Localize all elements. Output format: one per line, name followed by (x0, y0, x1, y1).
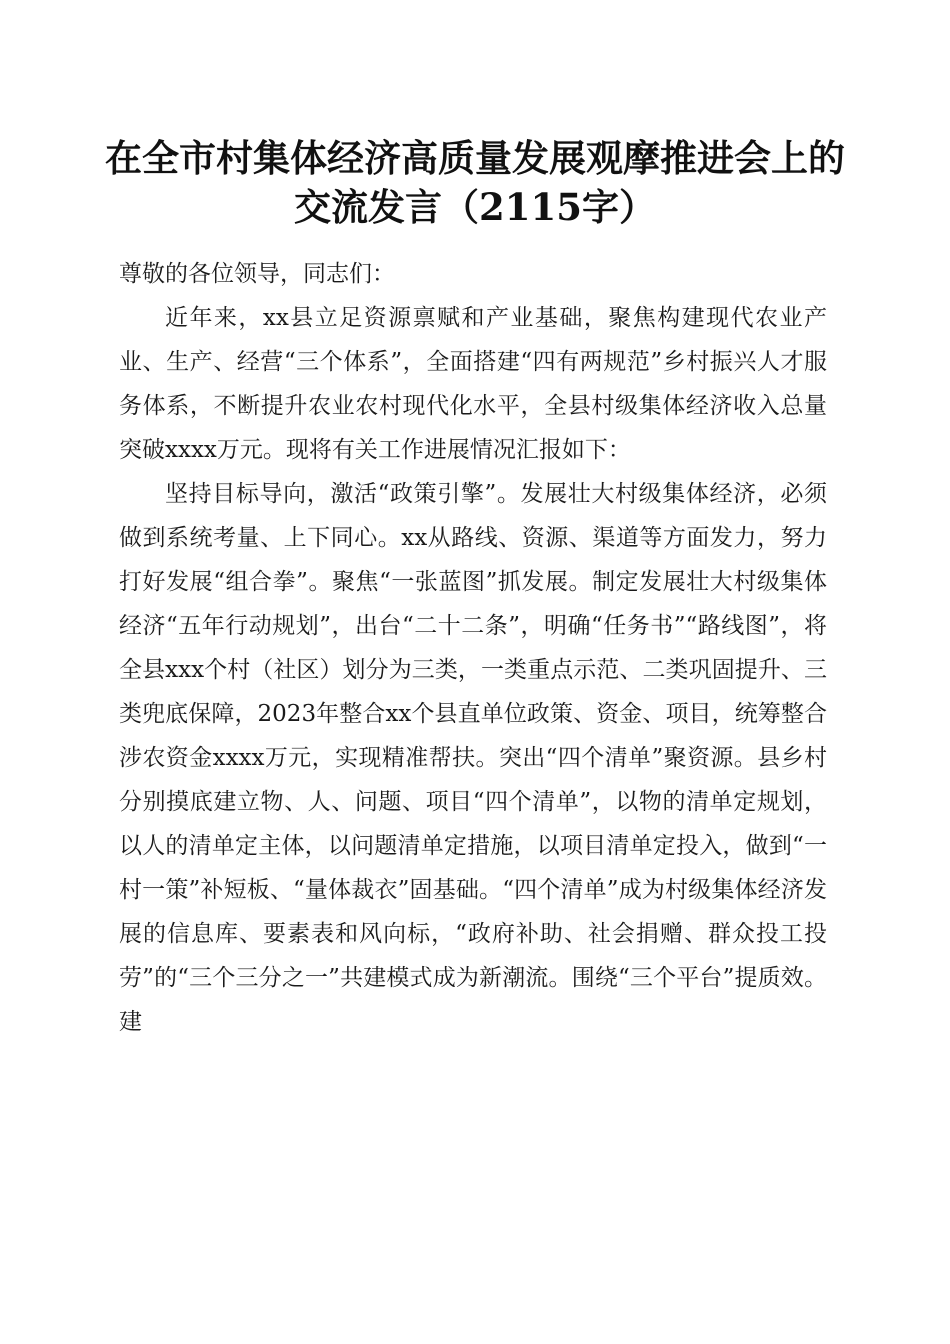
paragraph-intro: 近年来，xx县立足资源禀赋和产业基础，聚焦构建现代农业产业、生产、经营“三个体系”，全面搭建“四有两规范”乡村振兴人才服务体系，不断提升农业农村现代化水平，全县村级集体经济收入总量突破xxxx万元。现将有关工作进展情况汇报如下： (119, 305, 827, 463)
salutation: 尊敬的各位领导，同志们： (119, 261, 395, 287)
title-line-2: 交流发言（2115字） (294, 185, 656, 229)
document-body (119, 252, 827, 1044)
title-line-1: 在全市村集体经济高质量发展观摩推进会上的 (105, 136, 845, 180)
paragraph-policy-engine: 坚持目标导向，激活“政策引擎”。发展壮大村级集体经济，必须做到系统考量、上下同心。xx从路线、资源、渠道等方面发力，努力打好发展“组合拳”。聚焦“一张蓝图”抓发展。制定发展壮大村级集体经济“五年行动规划”，出台“二十二条”，明确“任务书”“路线图”，将全县xxx个村（社区）划分为三类，一类重点示范、二类巩固提升、三类兜底保障，2023年整合xx个县直单位政策、资金、项目，统筹整合涉农资金xxxx万元，实现精准帮扶。突出“四个清单”聚资源。县乡村分别摸底建立物、人、问题、项目“四个清单”，以物的清单定规划，以人的清单定主体，以问题清单定措施，以项目清单定投入，做到“一村一策”补短板、“量体裁衣”固基础。“四个清单”成为村级集体经济发展的信息库、要素表和风向标，“政府补助、社会捐赠、群众投工投劳”的“三个三分之一”共建模式成为新潮流。围绕“三个平台”提质效。建 (119, 481, 827, 1035)
document-title (100, 134, 850, 232)
